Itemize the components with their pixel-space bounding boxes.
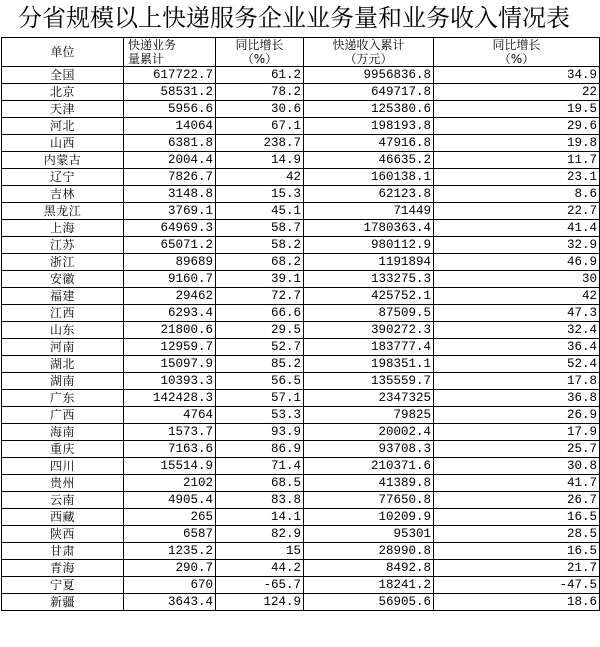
cell-revenue-yoy: 19.5 xyxy=(434,101,600,118)
cell-revenue-yoy: 52.4 xyxy=(434,356,600,373)
header-region-label: 单位 xyxy=(50,45,75,59)
cell-revenue-yoy: 22.7 xyxy=(434,203,600,220)
cell-revenue: 62123.8 xyxy=(304,186,434,203)
cell-revenue-yoy: 30.8 xyxy=(434,458,600,475)
table-row xyxy=(2,152,600,169)
cell-revenue: 198193.8 xyxy=(304,118,434,135)
cell-volume: 89689 xyxy=(124,254,216,271)
cell-volume-yoy: 71.4 xyxy=(216,458,304,475)
cell-region: 江苏 xyxy=(2,237,124,254)
cell-revenue: 2347325 xyxy=(304,390,434,407)
table-row xyxy=(2,577,600,594)
cell-region: 全国 xyxy=(2,67,124,84)
cell-region: 山西 xyxy=(2,135,124,152)
cell-region: 海南 xyxy=(2,424,124,441)
cell-revenue: 71449 xyxy=(304,203,434,220)
cell-revenue: 125380.6 xyxy=(304,101,434,118)
cell-volume-yoy: 14.1 xyxy=(216,509,304,526)
cell-volume: 2004.4 xyxy=(124,152,216,169)
cell-volume: 15514.9 xyxy=(124,458,216,475)
cell-revenue: 87509.5 xyxy=(304,305,434,322)
header-revenue-line1: 快递收入累计 xyxy=(332,38,405,52)
cell-revenue-yoy: 47.3 xyxy=(434,305,600,322)
cell-revenue-yoy: 19.8 xyxy=(434,135,600,152)
table-row xyxy=(2,492,600,509)
header-row xyxy=(2,38,600,67)
cell-volume: 1573.7 xyxy=(124,424,216,441)
table-row xyxy=(2,203,600,220)
cell-revenue-yoy: 36.8 xyxy=(434,390,600,407)
cell-volume: 7163.6 xyxy=(124,441,216,458)
cell-region: 吉林 xyxy=(2,186,124,203)
table-row xyxy=(2,560,600,577)
cell-revenue: 79825 xyxy=(304,407,434,424)
cell-volume: 9160.7 xyxy=(124,271,216,288)
cell-region: 青海 xyxy=(2,560,124,577)
table-row xyxy=(2,254,600,271)
cell-revenue-yoy: 36.4 xyxy=(434,339,600,356)
table-row xyxy=(2,407,600,424)
header-revenue-yoy-line2: （%） xyxy=(498,52,535,66)
cell-volume: 617722.7 xyxy=(124,67,216,84)
cell-revenue: 8492.8 xyxy=(304,560,434,577)
cell-revenue-yoy: 16.5 xyxy=(434,543,600,560)
cell-revenue-yoy: 25.7 xyxy=(434,441,600,458)
cell-volume-yoy: 67.1 xyxy=(216,118,304,135)
cell-volume: 3769.1 xyxy=(124,203,216,220)
cell-revenue: 980112.9 xyxy=(304,237,434,254)
cell-volume-yoy: 124.9 xyxy=(216,594,304,611)
cell-region: 云南 xyxy=(2,492,124,509)
header-revenue xyxy=(304,38,434,67)
header-volume-yoy-line1: 同比增长 xyxy=(235,38,284,52)
cell-volume: 29462 xyxy=(124,288,216,305)
cell-volume-yoy: 82.9 xyxy=(216,526,304,543)
cell-region: 贵州 xyxy=(2,475,124,492)
cell-volume: 3148.8 xyxy=(124,186,216,203)
cell-region: 福建 xyxy=(2,288,124,305)
table-row xyxy=(2,339,600,356)
cell-revenue: 210371.6 xyxy=(304,458,434,475)
cell-volume-yoy: 52.7 xyxy=(216,339,304,356)
table-row xyxy=(2,424,600,441)
cell-volume: 58531.2 xyxy=(124,84,216,101)
cell-volume-yoy: 68.5 xyxy=(216,475,304,492)
page-title: 分省规模以上快递服务企业业务量和业务收入情况表 xyxy=(18,4,570,32)
cell-revenue-yoy: -47.5 xyxy=(434,577,600,594)
cell-revenue-yoy: 26.7 xyxy=(434,492,600,509)
cell-volume: 21800.6 xyxy=(124,322,216,339)
table-row xyxy=(2,135,600,152)
cell-revenue: 1191894 xyxy=(304,254,434,271)
table-row xyxy=(2,67,600,84)
table-row xyxy=(2,169,600,186)
cell-volume-yoy: 42 xyxy=(216,169,304,186)
cell-volume: 64969.3 xyxy=(124,220,216,237)
cell-volume-yoy: 61.2 xyxy=(216,67,304,84)
cell-revenue: 9956836.8 xyxy=(304,67,434,84)
cell-volume: 6381.8 xyxy=(124,135,216,152)
cell-region: 陕西 xyxy=(2,526,124,543)
cell-volume-yoy: 15.3 xyxy=(216,186,304,203)
cell-volume-yoy: 66.6 xyxy=(216,305,304,322)
table-row xyxy=(2,594,600,611)
cell-revenue-yoy: 17.8 xyxy=(434,373,600,390)
table-row xyxy=(2,288,600,305)
header-volume-line1: 快递业务 xyxy=(128,38,177,52)
cell-revenue: 18241.2 xyxy=(304,577,434,594)
cell-revenue: 135559.7 xyxy=(304,373,434,390)
cell-volume: 1235.2 xyxy=(124,543,216,560)
cell-region: 西藏 xyxy=(2,509,124,526)
cell-revenue-yoy: 21.7 xyxy=(434,560,600,577)
cell-revenue: 10209.9 xyxy=(304,509,434,526)
cell-region: 上海 xyxy=(2,220,124,237)
table-row xyxy=(2,220,600,237)
cell-volume: 3643.4 xyxy=(124,594,216,611)
cell-revenue: 425752.1 xyxy=(304,288,434,305)
table-row xyxy=(2,509,600,526)
cell-revenue: 649717.8 xyxy=(304,84,434,101)
cell-region: 宁夏 xyxy=(2,577,124,594)
table-row xyxy=(2,186,600,203)
cell-revenue-yoy: 42 xyxy=(434,288,600,305)
cell-volume: 265 xyxy=(124,509,216,526)
table-row xyxy=(2,543,600,560)
cell-volume: 5956.6 xyxy=(124,101,216,118)
cell-region: 黑龙江 xyxy=(2,203,124,220)
cell-revenue: 77650.8 xyxy=(304,492,434,509)
cell-region: 重庆 xyxy=(2,441,124,458)
table-row xyxy=(2,271,600,288)
header-volume xyxy=(124,38,216,67)
cell-revenue: 41389.8 xyxy=(304,475,434,492)
cell-revenue: 20002.4 xyxy=(304,424,434,441)
cell-volume-yoy: 30.6 xyxy=(216,101,304,118)
cell-volume: 670 xyxy=(124,577,216,594)
cell-volume: 2102 xyxy=(124,475,216,492)
cell-volume-yoy: 58.2 xyxy=(216,237,304,254)
cell-region: 江西 xyxy=(2,305,124,322)
cell-volume-yoy: 56.5 xyxy=(216,373,304,390)
cell-volume: 10393.3 xyxy=(124,373,216,390)
cell-volume-yoy: 45.1 xyxy=(216,203,304,220)
cell-revenue: 93708.3 xyxy=(304,441,434,458)
cell-region: 河南 xyxy=(2,339,124,356)
cell-region: 内蒙古 xyxy=(2,152,124,169)
cell-volume-yoy: 83.8 xyxy=(216,492,304,509)
table-row xyxy=(2,101,600,118)
cell-volume: 6587 xyxy=(124,526,216,543)
cell-volume-yoy: 53.3 xyxy=(216,407,304,424)
cell-region: 辽宁 xyxy=(2,169,124,186)
cell-volume-yoy: 85.2 xyxy=(216,356,304,373)
cell-region: 北京 xyxy=(2,84,124,101)
cell-volume-yoy: 238.7 xyxy=(216,135,304,152)
cell-region: 河北 xyxy=(2,118,124,135)
cell-volume-yoy: 78.2 xyxy=(216,84,304,101)
cell-volume: 290.7 xyxy=(124,560,216,577)
header-revenue-yoy-line1: 同比增长 xyxy=(492,38,541,52)
header-volume-yoy xyxy=(216,38,304,67)
cell-revenue-yoy: 28.5 xyxy=(434,526,600,543)
table-row xyxy=(2,305,600,322)
table-row xyxy=(2,356,600,373)
cell-revenue: 47916.8 xyxy=(304,135,434,152)
cell-revenue-yoy: 30 xyxy=(434,271,600,288)
header-volume-yoy-line2: （%） xyxy=(241,52,278,66)
cell-region: 安徽 xyxy=(2,271,124,288)
cell-volume: 7826.7 xyxy=(124,169,216,186)
table-row xyxy=(2,322,600,339)
table-row xyxy=(2,84,600,101)
cell-revenue-yoy: 18.6 xyxy=(434,594,600,611)
table-body xyxy=(2,67,600,611)
cell-region: 甘肃 xyxy=(2,543,124,560)
cell-region: 四川 xyxy=(2,458,124,475)
cell-volume: 6293.4 xyxy=(124,305,216,322)
table-row xyxy=(2,526,600,543)
cell-revenue-yoy: 32.9 xyxy=(434,237,600,254)
cell-revenue-yoy: 8.6 xyxy=(434,186,600,203)
cell-volume-yoy: 15 xyxy=(216,543,304,560)
cell-volume-yoy: 58.7 xyxy=(216,220,304,237)
cell-volume-yoy: 29.5 xyxy=(216,322,304,339)
cell-revenue: 46635.2 xyxy=(304,152,434,169)
cell-revenue: 198351.1 xyxy=(304,356,434,373)
cell-volume-yoy: 72.7 xyxy=(216,288,304,305)
cell-volume: 12959.7 xyxy=(124,339,216,356)
cell-volume-yoy: 39.1 xyxy=(216,271,304,288)
cell-volume: 4764 xyxy=(124,407,216,424)
cell-region: 山东 xyxy=(2,322,124,339)
cell-revenue-yoy: 34.9 xyxy=(434,67,600,84)
cell-volume-yoy: 14.9 xyxy=(216,152,304,169)
cell-volume-yoy: 44.2 xyxy=(216,560,304,577)
cell-revenue-yoy: 16.5 xyxy=(434,509,600,526)
cell-revenue-yoy: 23.1 xyxy=(434,169,600,186)
cell-revenue-yoy: 17.9 xyxy=(434,424,600,441)
cell-volume-yoy: 57.1 xyxy=(216,390,304,407)
cell-volume-yoy: -65.7 xyxy=(216,577,304,594)
cell-revenue-yoy: 41.4 xyxy=(434,220,600,237)
cell-region: 新疆 xyxy=(2,594,124,611)
cell-volume: 15097.9 xyxy=(124,356,216,373)
cell-region: 湖南 xyxy=(2,373,124,390)
cell-revenue: 390272.3 xyxy=(304,322,434,339)
header-revenue-yoy xyxy=(434,38,600,67)
cell-volume-yoy: 68.2 xyxy=(216,254,304,271)
cell-volume-yoy: 86.9 xyxy=(216,441,304,458)
table-row xyxy=(2,458,600,475)
cell-volume: 65071.2 xyxy=(124,237,216,254)
cell-revenue-yoy: 41.7 xyxy=(434,475,600,492)
cell-volume: 142428.3 xyxy=(124,390,216,407)
cell-revenue: 28990.8 xyxy=(304,543,434,560)
cell-revenue-yoy: 32.4 xyxy=(434,322,600,339)
cell-region: 浙江 xyxy=(2,254,124,271)
cell-revenue: 133275.3 xyxy=(304,271,434,288)
cell-volume-yoy: 93.9 xyxy=(216,424,304,441)
header-region xyxy=(2,38,124,67)
cell-revenue: 160138.1 xyxy=(304,169,434,186)
table-row xyxy=(2,475,600,492)
cell-revenue: 95301 xyxy=(304,526,434,543)
cell-region: 天津 xyxy=(2,101,124,118)
cell-revenue-yoy: 46.9 xyxy=(434,254,600,271)
table-row xyxy=(2,118,600,135)
cell-revenue: 183777.4 xyxy=(304,339,434,356)
cell-region: 广西 xyxy=(2,407,124,424)
cell-revenue-yoy: 26.9 xyxy=(434,407,600,424)
table-row xyxy=(2,237,600,254)
express-stats-table xyxy=(1,37,600,611)
cell-region: 湖北 xyxy=(2,356,124,373)
cell-volume: 4905.4 xyxy=(124,492,216,509)
header-revenue-line2: （万元） xyxy=(344,52,393,66)
table-row xyxy=(2,373,600,390)
cell-revenue: 1780363.4 xyxy=(304,220,434,237)
table-row xyxy=(2,390,600,407)
cell-volume: 14064 xyxy=(124,118,216,135)
cell-revenue-yoy: 22 xyxy=(434,84,600,101)
header-volume-line2: 量累计 xyxy=(128,52,165,66)
cell-region: 广东 xyxy=(2,390,124,407)
cell-revenue: 56905.6 xyxy=(304,594,434,611)
cell-revenue-yoy: 29.6 xyxy=(434,118,600,135)
table-row xyxy=(2,441,600,458)
cell-revenue-yoy: 11.7 xyxy=(434,152,600,169)
